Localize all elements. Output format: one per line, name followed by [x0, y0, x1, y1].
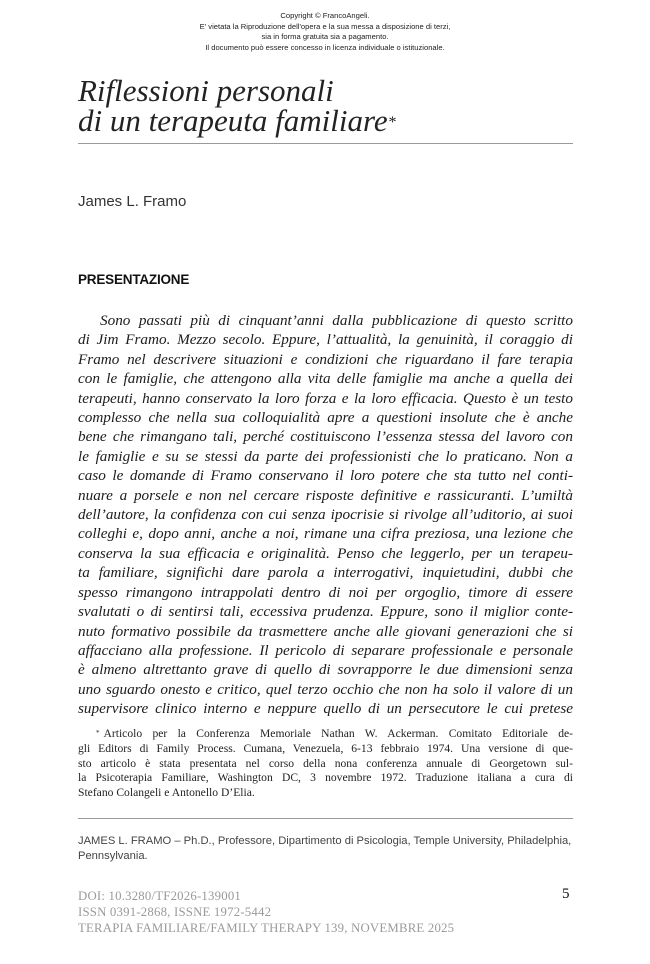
- footnote-line: [78, 727, 573, 742]
- body-line: conserva la sua efficacia e originalità. Penso che leggerlo, per un terapeu-: [78, 544, 573, 562]
- copyright-line: E' vietata la Riproduzione dell'opera e la sua messa a disposizione di terzi,: [199, 21, 451, 31]
- body-line: uno sguardo onesto e critico, quel terzo occhio che non ha solo il valore di un: [78, 680, 573, 698]
- body-line: Framo nel descrivere situazioni e condizioni che riguardano il fare terapia: [78, 350, 573, 368]
- issn-line: ISSN 0391-2868, ISSNE 1972-5442: [78, 905, 272, 919]
- footnote-line-text: Articolo per la Conferenza Memoriale Nathan W. Ackerman. Comitato Editoriale de-: [103, 727, 573, 740]
- footnote-line: la Psicoterapia Familiare, Washington DC, 3 novembre 1972. Traduzione italiana a cura di: [78, 771, 573, 785]
- body-line: Sono passati più di cinquant’anni dalla pubblicazione di questo scritto: [100, 312, 573, 329]
- copyright-line: Copyright © FrancoAngeli.: [280, 11, 370, 20]
- body-line: colleghi e, dopo anni, anche a noi, rimane una cifra preziosa, una lezione che: [78, 525, 573, 543]
- journal-line: TERAPIA FAMILIARE/FAMILY THERAPY 139, NOVEMBRE 2025: [78, 921, 455, 935]
- title-line-1: Riflessioni personali: [78, 73, 334, 108]
- body-line: spesso rimangono intrappolati dentro di noi per orgoglio, timore di essere: [78, 583, 573, 601]
- body-line: nuare a porsele e non nel cercare risposte definitive e rassicuranti. L’umiltà: [78, 486, 573, 504]
- body-line: con le famiglie, che attengono alla vita delle famiglie ma anche a quella dei: [78, 370, 573, 388]
- author-name: James L. Framo: [78, 193, 187, 210]
- author-affiliation: [78, 834, 573, 864]
- page-number: 5: [562, 886, 570, 902]
- doi-link[interactable]: DOI: 10.3280/TF2026-139001: [78, 889, 242, 903]
- body-line: affacciano alla professione. Il pericolo di separare professionale e personale: [78, 641, 573, 659]
- body-line: complesso che nella sua colloquialità apre a questioni insolute che è anche: [78, 409, 573, 427]
- copyright-line: sia in forma gratuita sia a pagamento.: [261, 32, 389, 42]
- footnote-divider: [78, 818, 573, 819]
- footnote: [78, 727, 573, 801]
- body-line: è almeno altrettanto grave di quello di sovrapporre le due dimensioni senza: [78, 661, 573, 679]
- body-line: ta familiare, significhi dare parola a interrogativi, inquietudini, dubbi che: [78, 564, 573, 582]
- body-line: terapeuti, hanno conservato la loro forza e la loro efficacia. Questo è un testo: [78, 389, 573, 407]
- section-heading: PRESENTAZIONE: [78, 272, 190, 287]
- copyright-line: Il documento può essere concesso in licenza individuale o istituzionale.: [205, 42, 445, 52]
- affiliation-line: JAMES L. FRAMO – Ph.D., Professore, Dipartimento di Psicologia, Temple University, Philadelphia,: [78, 835, 572, 847]
- body-line: svalutati o di sentirsi tali, eccessiva prudenza. Eppure, sono il miglior conte-: [78, 603, 573, 621]
- footnote-line: gli Editors di Family Process. Cumana, Venezuela, 6-13 febbraio 1974. Una versione di que-: [78, 741, 573, 755]
- body-line: dell’autore, la confidenza con cui senza ipocrisie si rivolge all’uditorio, ai suoi: [78, 506, 573, 524]
- title-line-2: di un terapeuta familiare: [78, 103, 388, 138]
- footnote-line: Stefano Colangeli e Antonello D’Elia.: [78, 786, 255, 800]
- title-divider: [78, 143, 573, 144]
- affiliation-line: Pennsylvania.: [78, 850, 148, 862]
- footnote-marker: *: [96, 729, 100, 737]
- body-line: di Jim Framo. Mezzo secolo. Eppure, l’attualità, la genuinità, il coraggio di: [78, 331, 573, 349]
- body-line: caso le domande di Framo conservano il loro potere che sta tutto nel conti-: [78, 467, 573, 485]
- title-footnote-marker[interactable]: *: [387, 114, 396, 131]
- body-line: nuto formativo possibile da trasmettere anche alle giovani generazioni che si: [78, 622, 573, 640]
- body-line: le famiglie e su se stessi da parte dei professionisti che lo praticano. Non a: [78, 447, 573, 465]
- body-text: [78, 311, 573, 719]
- body-line: supervisore clinico interno e neppure quello di un persecutore le cui pretese: [78, 700, 573, 718]
- footnote-line: sto articolo è stata presentata nel corso della nona conferenza annuale di Georgetown sul-: [78, 756, 573, 770]
- copyright-notice: [0, 11, 650, 53]
- publication-metadata: [78, 888, 454, 936]
- article-title: [78, 73, 578, 138]
- body-line: bene che rimangano tali, perché costituiscono l’essenza stessa del lavoro con: [78, 428, 573, 446]
